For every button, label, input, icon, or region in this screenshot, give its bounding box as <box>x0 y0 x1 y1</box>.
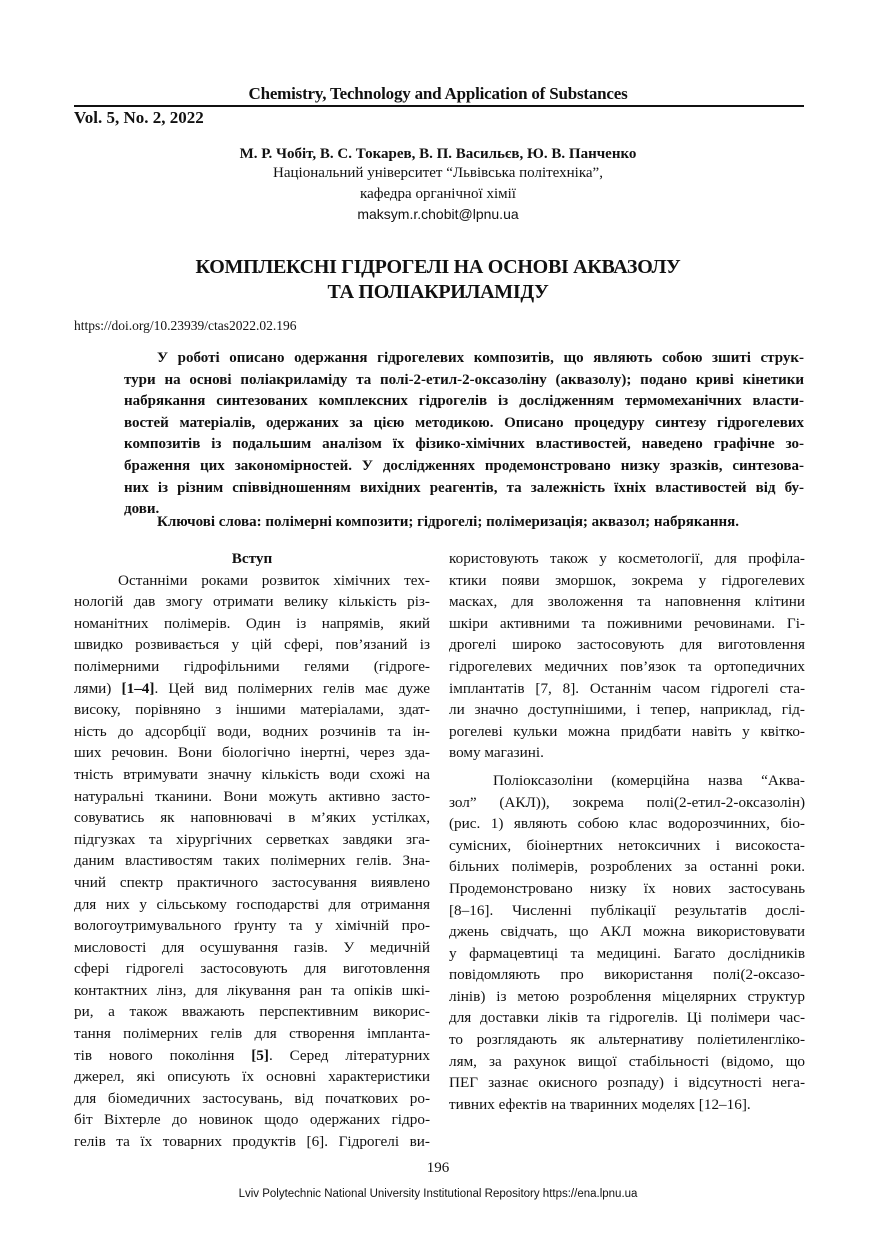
body-text-line: натуральні тканини. Вони можуть активно засто- <box>74 787 430 805</box>
article-title-line-2: ТА ПОЛІАКРИЛАМІДУ <box>327 281 549 303</box>
body-text-line: тання полімерних гелів для створення імпланта- <box>74 1025 430 1043</box>
abstract-line: них із різним співвідношенням вихідних реагентів, та залежність їхніх властивостей від бу- <box>124 479 804 496</box>
body-text-line: вологоутримувального ґрунту та у хімічній про- <box>74 917 430 935</box>
body-text-line: джень свідчать, що АКЛ можна використовувати <box>449 923 805 941</box>
body-text-line: користовують також у косметології, для профіла- <box>449 550 805 567</box>
body-text-line: джерел, які описують їх основні характеристики <box>74 1068 430 1086</box>
body-text-line: зол” (АКЛ)), зокрема полі(2-етил-2-оксазолін) <box>449 793 805 811</box>
body-text-line: ри, а також вважають перспективним викорис- <box>74 1003 430 1021</box>
body-text-line: Останніми роками розвиток хімічних тех- <box>118 571 430 589</box>
body-text-line: ктики появи зморшок, зокрема у гідрогелевих <box>449 571 805 589</box>
body-text-line: ли значно доступнішими, і тепер, наприклад, гід- <box>449 701 805 719</box>
citation-reference[interactable]: [5] <box>251 1046 269 1064</box>
abstract-line: тури на основі поліакриламіду та полі-2-етил-2-оксазоліну (аквазолу); подано криві кінетики <box>124 371 804 388</box>
body-text-line: контактних лінз, для лікування ран та опіків шкі- <box>74 981 430 999</box>
header-rule <box>74 105 804 107</box>
abstract-line: дови. <box>124 501 160 518</box>
body-text-line: для них у сільському господарстві для отримання <box>74 895 430 913</box>
abstract <box>124 348 804 521</box>
body-text-line: для біомедичних застосувань, від початкових ро- <box>74 1089 430 1107</box>
body-text-line: біт Віхтерле до новинок щодо одержаних гідро- <box>74 1111 430 1129</box>
body-text-line: сфері гідрогелі застосовують для виготовлення <box>74 960 430 978</box>
body-text-line: для доставки ліків та гідрогелів. Ці полімери час- <box>449 1009 805 1027</box>
body-text-line: швидко розвивається у цій сфері, пов’язаний із <box>74 636 430 654</box>
body-text-line: дрогелі широко застосовують для виготовлення <box>449 636 805 654</box>
body-text-line: ність до адсорбції води, водних розчинів та ін- <box>74 722 430 740</box>
body-text-line: мисловості для осушування газів. У медичній <box>74 938 430 956</box>
left-column <box>74 548 430 1153</box>
body-text-line: [8–16]. Численні публікації результатів дослі- <box>449 901 805 919</box>
repository-footer: Lviv Polytechnic National University Institutional Repository https://ena.lpnu.ua <box>238 1188 638 1200</box>
body-text-line: гелів та їх товарних продуктів [6]. Гідрогелі ви- <box>74 1133 430 1151</box>
body-text-line: (рис. 1) являють собою клас водорозчинних, біо- <box>449 815 805 833</box>
citation-reference[interactable]: [1–4] <box>121 679 155 697</box>
keywords: Ключові слова: полімерні композити; гідрогелі; полімеризація; аквазол; набрякання. <box>157 514 739 530</box>
body-text-line: лінів) із метою розроблення міцелярних структур <box>449 987 805 1005</box>
page-number: 196 <box>426 1160 450 1176</box>
body-text-line: ших речовин. Вони біологічно інертні, через зда- <box>74 744 430 762</box>
doi-link[interactable]: https://doi.org/10.23939/ctas2022.02.196 <box>74 318 297 333</box>
body-text-line: більних полімерів, розроблених за останні роки. <box>449 858 805 876</box>
body-text-line: лям, за рахунок вищої стабільності (відомо, що <box>449 1052 805 1070</box>
body-text-line: рогелеві кульки можна придбати навіть у квітко- <box>449 722 805 740</box>
body-text-line: імплантатів [7, 8]. Останнім часом гідрогелі ста- <box>449 679 805 697</box>
body-text-line: нологій дав змогу отримати велику кількість різ- <box>74 593 430 611</box>
author-email[interactable]: maksym.r.chobit@lpnu.ua <box>357 206 519 222</box>
article-title-line-1: КОМПЛЕКСНІ ГІДРОГЕЛІ НА ОСНОВІ АКВАЗОЛУ <box>195 256 681 278</box>
body-text-line: полімерними гідрофільними гелями (гідроге- <box>74 657 430 675</box>
abstract-line: браження цих закономірностей. У дослідженнях продемонстровано низку зразків, синтезова- <box>124 457 804 474</box>
abstract-line: У роботі описано одержання гідрогелевих композитів, що являють собою зшиті струк- <box>157 350 804 366</box>
body-text-line: чний спектр практичного застосування виявлено <box>74 873 430 891</box>
body-text-line: совуватись як наповнювачі в м’яких устілках, <box>74 809 430 827</box>
body-text-line: масках, для зволоження та наповнення клітини <box>449 593 805 611</box>
abstract-line: набрякання синтезованих комплексних гідрогелів із дослідженням термомеханічних власти- <box>124 393 804 410</box>
body-text-line: то розглядають як альтернативу поліетиленгліко- <box>449 1031 805 1049</box>
body-text-line: тність втримувати значну кількість води схожі на <box>74 765 430 783</box>
body-text-line: повідомляють про використання полі(2-оксазо- <box>449 966 805 984</box>
journal-title: Chemistry, Technology and Application of Substances <box>248 84 628 103</box>
right-column <box>449 548 805 1115</box>
section-heading-introduction: Вступ <box>231 550 273 567</box>
body-text-line: тивних ефектів на тваринних моделях [12–16]. <box>449 1095 751 1113</box>
abstract-line: востей матеріалів, одержаних за цією методикою. Описано процедуру синтезу гідрогелевих <box>124 414 804 431</box>
issue-label: Vol. 5, No. 2, 2022 <box>74 108 204 127</box>
body-text-line: шкіри активними та поживними речовинами. Гі- <box>449 614 805 632</box>
affiliation-university: Національний університет “Львівська політехніка”, <box>273 165 603 181</box>
body-text-line: у фармацевтиці та медицині. Багато дослідників <box>449 944 805 962</box>
body-text-line: номанітних полімерів. Один із напрямів, який <box>74 614 430 632</box>
body-text-line: гідрогелевих медичних пов’язок та ортопедичних <box>449 657 805 675</box>
body-text-line: даним властивостям таких полімерних гелів. Зна- <box>74 852 430 870</box>
body-text-line: тів нового покоління [5]. Серед літературних <box>74 1046 430 1064</box>
authors: М. Р. Чобіт, В. С. Токарев, В. П. Васильєв, Ю. В. Панченко <box>239 146 637 162</box>
body-text-line: високу, порівняно з іншими матеріалами, здат- <box>74 701 430 719</box>
body-text-line: вому магазині. <box>449 744 544 762</box>
body-text-line: Продемонстровано низку їх нових застосувань <box>449 879 805 897</box>
body-text-line: сумісних, біоінертних нетоксичних і високоста- <box>449 836 805 854</box>
body-text-line: ПЕГ зазнає окисного розпаду) і відсутності нега- <box>449 1074 805 1092</box>
abstract-line: композитів із подальшим аналізом їх фізико-хімічних властивостей, наведено графічне зо- <box>124 436 804 453</box>
body-text-line: підгузках та хірургічних серветках завдяки зга- <box>74 830 430 848</box>
body-text-line: лями) [1–4]. Цей вид полімерних гелів має дуже <box>74 679 430 697</box>
affiliation-department: кафедра органічної хімії <box>360 186 516 202</box>
body-text-line: Поліоксазоліни (комерційна назва “Аква- <box>493 771 805 789</box>
